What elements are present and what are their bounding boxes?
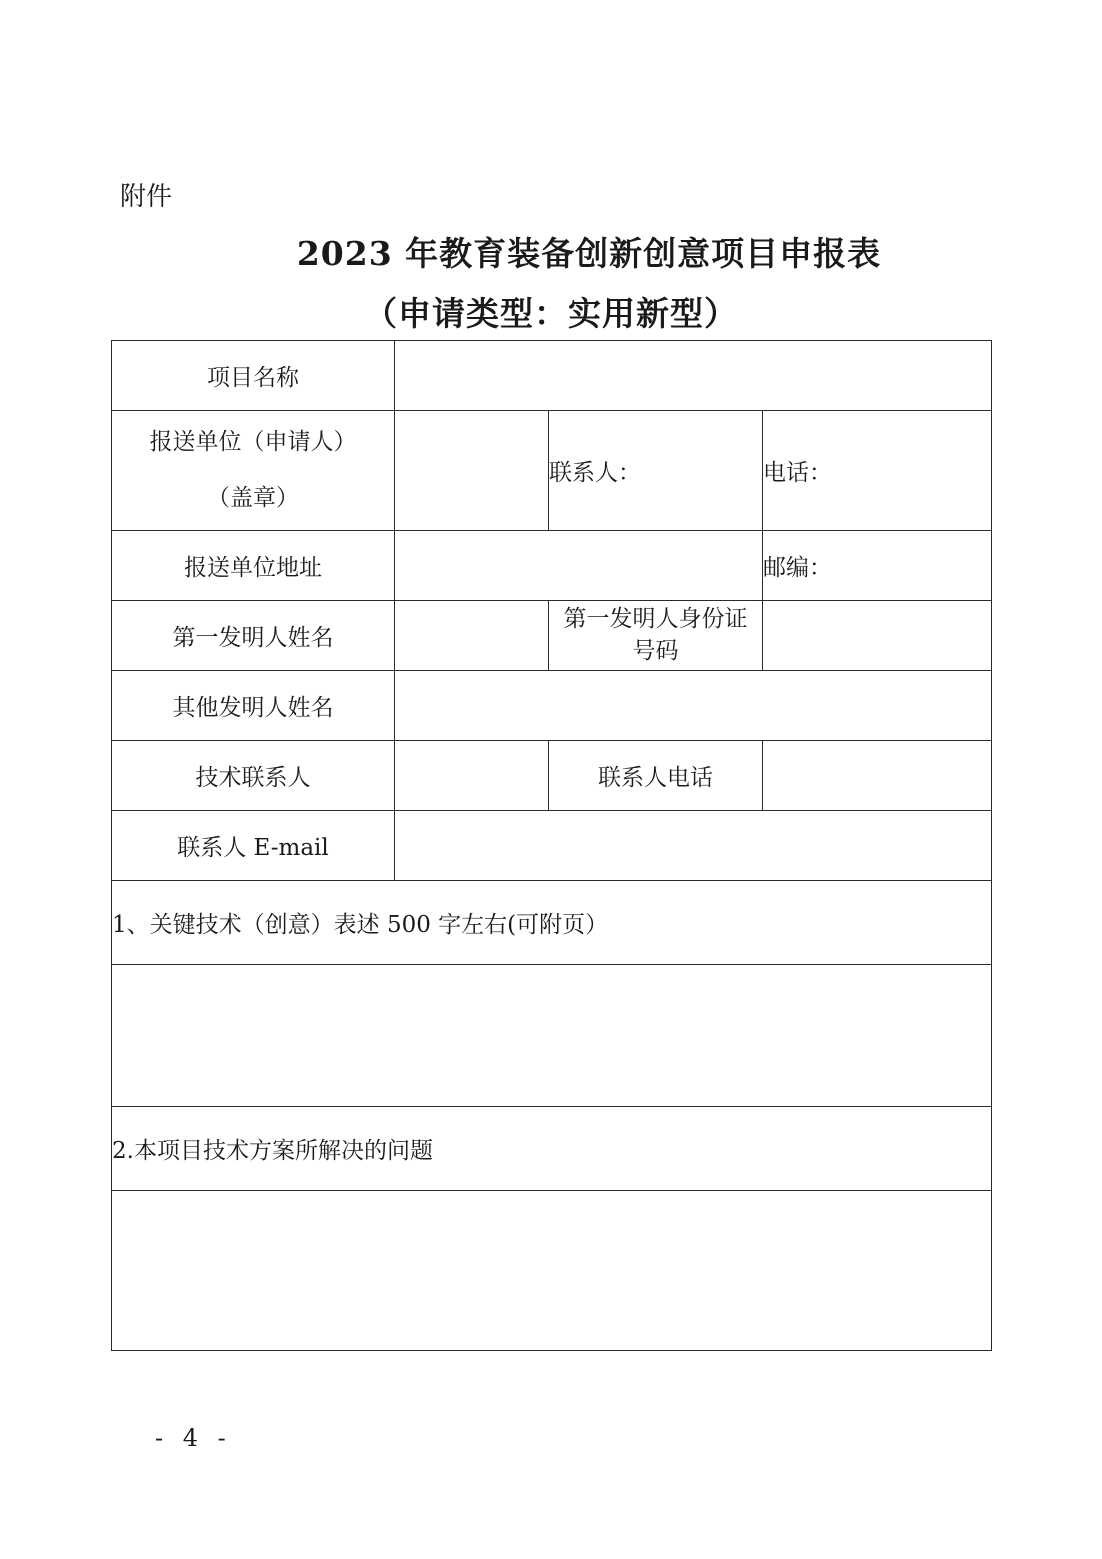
postcode-field[interactable]: 邮编： — [763, 531, 992, 601]
form-subtitle: （申请类型：实用新型） — [364, 294, 738, 333]
first-inventor-name-field[interactable] — [395, 601, 549, 671]
project-name-field[interactable] — [395, 341, 992, 411]
attachment-label: 附件 — [120, 182, 173, 212]
tech-contact-label: 技术联系人 — [112, 741, 395, 811]
contact-person-field[interactable]: 联系人： — [549, 411, 763, 531]
applicant-unit-label-line2: （盖章） — [207, 484, 299, 511]
applicant-unit-field[interactable] — [395, 411, 549, 531]
project-name-label: 项目名称 — [112, 341, 395, 411]
phone-field[interactable]: 电话： — [763, 411, 992, 531]
first-inventor-id-field[interactable] — [763, 601, 992, 671]
row-project-name — [112, 341, 992, 411]
section2-field[interactable] — [112, 1191, 992, 1351]
application-form-table — [111, 340, 992, 1351]
contact-email-label: 联系人 E-mail — [112, 811, 395, 881]
tech-contact-field[interactable] — [395, 741, 549, 811]
row-applicant-unit — [112, 411, 992, 531]
contact-email-field[interactable] — [395, 811, 992, 881]
row-section2-body — [112, 1191, 992, 1351]
page-number: - 4 - — [155, 1424, 232, 1452]
row-section2-heading — [112, 1107, 992, 1191]
row-tech-contact — [112, 741, 992, 811]
contact-phone-label: 联系人电话 — [549, 741, 763, 811]
section1-heading: 1、关键技术（创意）表述 500 字左右(可附页） — [112, 881, 992, 965]
section2-heading: 2.本项目技术方案所解决的问题 — [112, 1107, 992, 1191]
row-section1-heading — [112, 881, 992, 965]
other-inventors-label: 其他发明人姓名 — [112, 671, 395, 741]
first-inventor-id-label-line2: 号码 — [632, 637, 679, 664]
unit-address-field[interactable] — [395, 531, 763, 601]
first-inventor-id-label — [549, 601, 763, 671]
row-other-inventors — [112, 671, 992, 741]
row-first-inventor — [112, 601, 992, 671]
contact-phone-field[interactable] — [763, 741, 992, 811]
unit-address-label: 报送单位地址 — [112, 531, 395, 601]
row-contact-email — [112, 811, 992, 881]
form-title: 2023 年教育装备创新创意项目申报表 — [296, 234, 882, 273]
row-unit-address — [112, 531, 992, 601]
row-section1-body — [112, 965, 992, 1107]
section1-field[interactable] — [112, 965, 992, 1107]
first-inventor-name-label: 第一发明人姓名 — [112, 601, 395, 671]
applicant-unit-label-line1: 报送单位（申请人） — [149, 429, 357, 456]
applicant-unit-label — [112, 411, 395, 531]
other-inventors-field[interactable] — [395, 671, 992, 741]
first-inventor-id-label-line1: 第一发明人身份证 — [563, 606, 748, 633]
